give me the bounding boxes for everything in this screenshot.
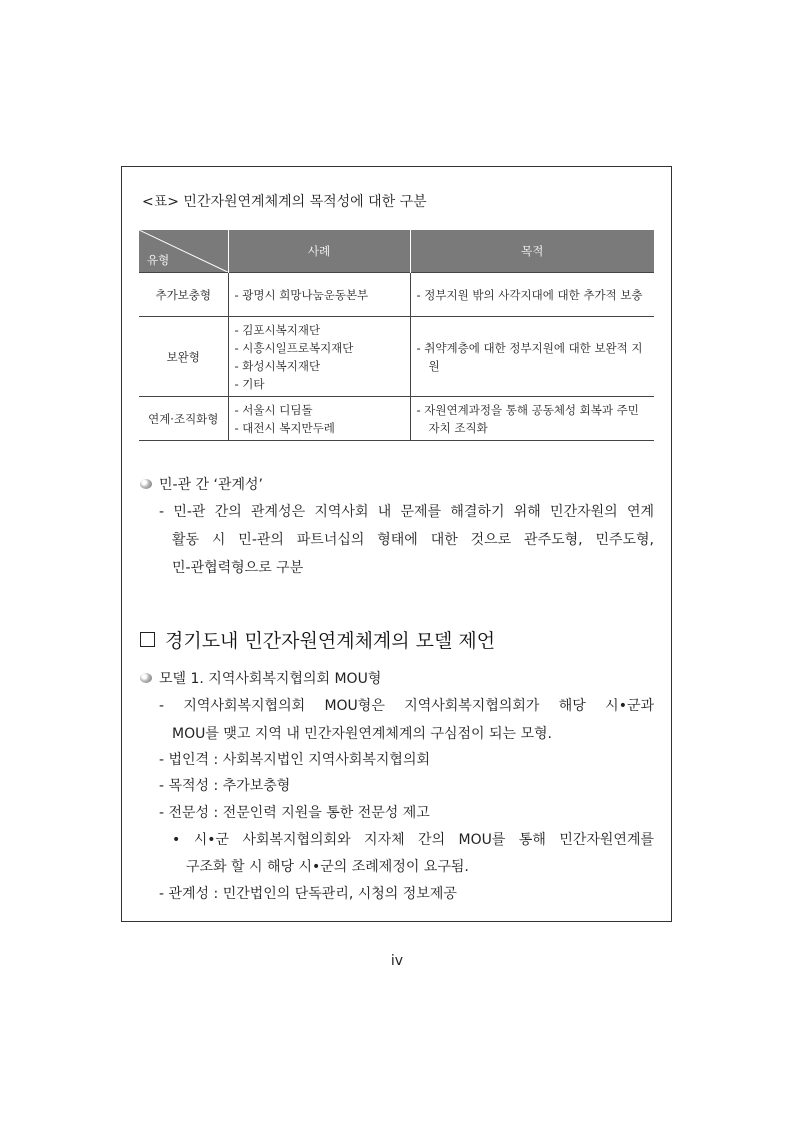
table-row xyxy=(139,317,654,397)
table-row xyxy=(139,397,654,441)
case-item: - 화성시복지재단 xyxy=(234,358,321,373)
model-desc-line-1: - 지역사회복지협의회 MOU형은 지역사회복지협의회가 해당 시•군과 xyxy=(159,698,654,714)
case-item: - 기타 xyxy=(234,376,265,391)
purpose-table xyxy=(139,230,654,441)
row-purpose xyxy=(410,273,654,317)
page-number: iv xyxy=(390,953,404,969)
table-row xyxy=(139,273,654,317)
model-desc-line-2: MOU를 맺고 지역 내 민간자원연계체계의 구심점이 되는 모형. xyxy=(172,726,552,742)
header-type-cell xyxy=(139,230,228,273)
purpose-text: - 자원연계과정을 통해 공동체성 회복과 주민자치 조직화 xyxy=(416,402,639,435)
row-cases xyxy=(228,397,410,441)
model-section-title xyxy=(140,668,381,688)
purpose-text: - 취약계층에 대한 정부지원에 대한 보완적 지원 xyxy=(416,340,643,373)
case-item: - 김포시복지재단 xyxy=(234,322,321,337)
relation-line-3: 민-관협력형으로 구분 xyxy=(172,560,304,576)
section-heading xyxy=(140,626,495,653)
model-purpose: - 목적성 : 추가보충형 xyxy=(159,778,291,794)
case-item: - 광명시 희망나눔운동본부 xyxy=(234,287,369,302)
header-case: 사례 xyxy=(228,230,410,273)
model-legal: - 법인격 : 사회복지법인 지역사회복지협의회 xyxy=(159,752,431,768)
square-bullet-icon xyxy=(140,632,155,647)
relation-title: 민-관 간 ‘관계성’ xyxy=(159,477,263,493)
model-title: 모델 1. 지역사회복지협의회 MOU형 xyxy=(159,671,382,687)
row-cases xyxy=(228,317,410,397)
heading-text: 경기도내 민간자원연계체계의 모델 제언 xyxy=(165,630,496,652)
row-cases xyxy=(228,273,410,317)
relation-section-title xyxy=(140,474,263,494)
row-type: 연계·조직화형 xyxy=(139,397,228,441)
relation-line-2: 활동 시 민-관의 파트너십의 형태에 대한 것으로 관주도형, 민주도형, xyxy=(172,532,654,548)
case-item: - 대전시 복지만두레 xyxy=(234,420,335,435)
model-relation: - 관계성 : 민간법인의 단독관리, 시청의 정보제공 xyxy=(159,886,457,902)
row-type: 추가보충형 xyxy=(139,273,228,317)
model-expertise: - 전문성 : 전문인력 지원을 통한 전문성 제고 xyxy=(159,805,430,821)
row-type: 보완형 xyxy=(139,317,228,397)
case-item: - 서울시 디딤돌 xyxy=(234,402,313,417)
header-purpose: 목적 xyxy=(410,230,654,273)
row-purpose xyxy=(410,317,654,397)
sphere-bullet-icon xyxy=(140,673,152,683)
purpose-text: - 정부지원 밖의 사각지대에 대한 추가적 보충 xyxy=(416,287,643,302)
table-caption: <표> 민간자원연계체계의 목적성에 대한 구분 xyxy=(142,194,427,210)
relation-line-1: - 민-관 간의 관계성은 지역사회 내 문제를 해결하기 위해 민간자원의 연계 xyxy=(159,504,654,520)
case-item: - 시흥시일프로복지재단 xyxy=(234,340,354,355)
table-header-row xyxy=(139,230,654,273)
header-type: 유형 xyxy=(147,253,170,267)
model-sub-line-1: • 시•군 사회복지협의회와 지자체 간의 MOU를 통해 민간자원연계를 xyxy=(172,832,654,848)
sphere-bullet-icon xyxy=(140,479,152,489)
row-purpose xyxy=(410,397,654,441)
model-sub-line-2: 구조화 할 시 해당 시•군의 조례제정이 요구됨. xyxy=(186,859,469,875)
